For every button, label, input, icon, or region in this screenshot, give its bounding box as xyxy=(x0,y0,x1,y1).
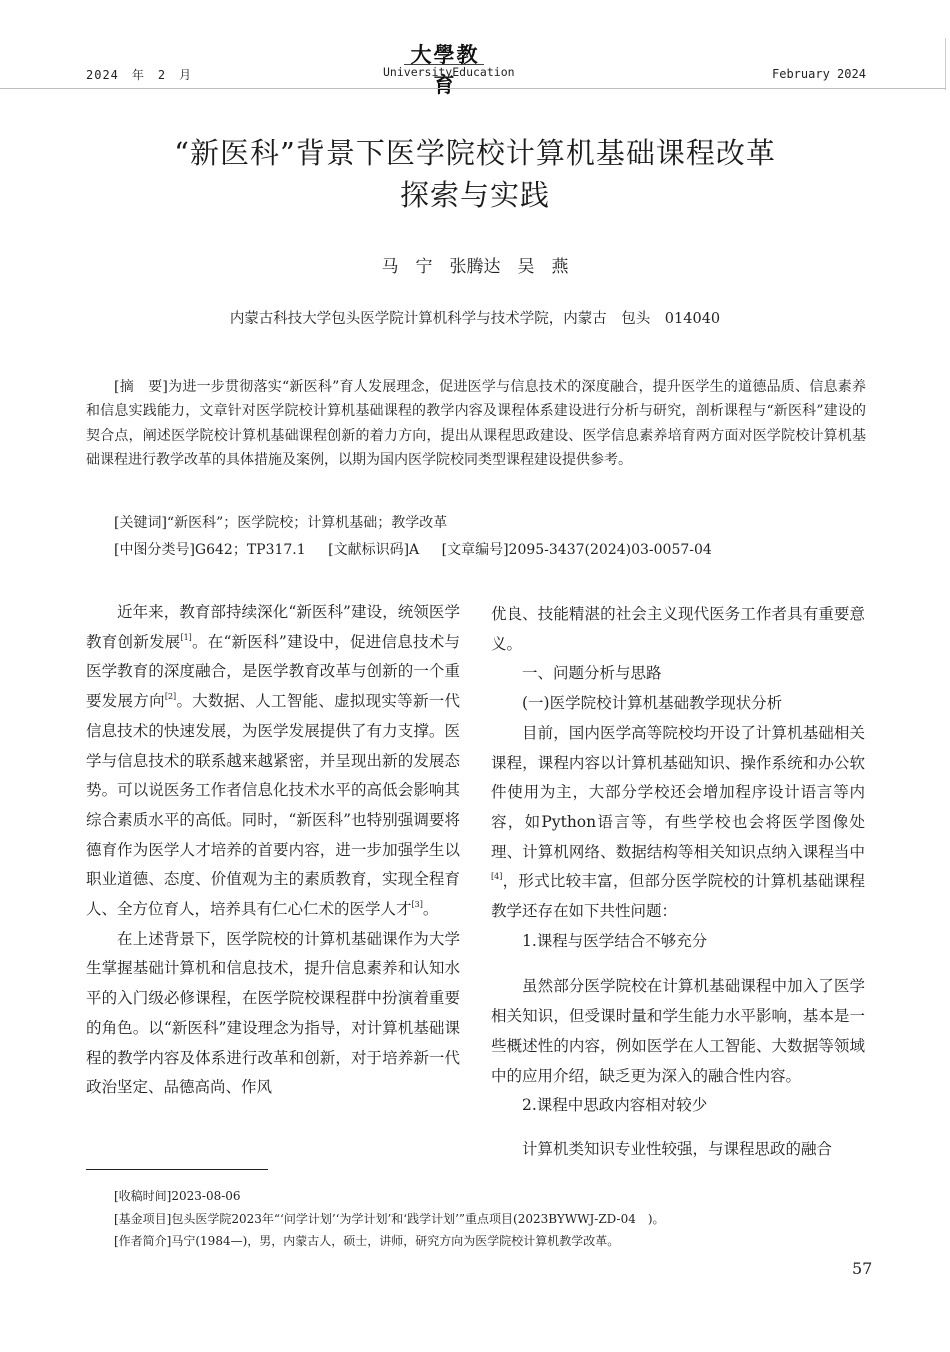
journal-logo-english: UniversityEducation xyxy=(383,65,515,79)
classification-line xyxy=(114,539,730,559)
affiliation: 内蒙古科技大学包头医学院计算机科学与技术学院，内蒙古 包头 014040 xyxy=(229,311,721,327)
subsection-heading: (一)医学院校计算机基础教学现状分析 xyxy=(522,694,783,713)
page-edge-line xyxy=(945,38,946,90)
document-code: [文献标识码]A xyxy=(328,542,420,558)
body-column-left xyxy=(86,598,460,1103)
header-rule xyxy=(0,88,946,89)
point-heading: 2.课程中思政内容相对较少 xyxy=(522,1096,708,1115)
paragraph: 近年来，教育部持续深化“新医科”建设，统领医学教育创新发展[1]。在“新医科”建设中，促进信息技术与医学教育的深度融合，是医学教育改革与创新的一个重要发展方向[2]。大数据、人工智能、虚拟现实等新一代信息技术的快速发展，为医学发展提供了有力支撑。医学与信息技术的联系越来越紧密，并呈现出新的发展态势。可以说医务工作者信息化技术水平的高低会影响其综合素质水平的高低。同时，“新医科”也特别强调要将德育作为医学人才培养的首要内容，进一步加强学生以职业道德、态度、价值观为主的素质教育，实现全程育人、全方位育人，培养具有仁心仁术的医学人才[3]。 xyxy=(86,603,460,919)
abstract: [摘 要]为进一步贯彻落实“新医科”育人发展理念，促进医学与信息技术的深度融合，提升医学生的道德品质、信息素养和信息实践能力，文章针对医学院校计算机基础课程的教学内容及课程体系建设进行分析与研究，剖析课程与“新医科”建设的契合点，阐述医学院校计算机基础课程创新的着力方向，提出从课程思政建设、医学信息素养培育两方面对医学院校计算机基础课程进行教学改革的具体措施及案例，以期为国内医学院校同类型课程建设提供参考。 xyxy=(86,379,866,468)
article-title-line-2: 探索与实践 xyxy=(399,178,550,212)
footnote-received: [收稿时间]2023-08-06 xyxy=(114,1189,241,1203)
authors: 马 宁 张腾达 吴 燕 xyxy=(381,257,569,277)
paragraph-continued: 优良、技能精湛的社会主义现代医务工作者具有重要意义。 xyxy=(491,605,865,653)
citation-ref[interactable]: [2] xyxy=(164,692,177,702)
clc-number: [中图分类号]G642；TP317.1 xyxy=(114,542,306,558)
header-date-zh: 2024 年 2 月 xyxy=(86,68,193,82)
journal-logo: 大學教育 xyxy=(410,42,480,97)
paragraph: 虽然部分医学院校在计算机基础课程中加入了医学相关知识，但受课时量和学生能力水平影响，基本是一些概述性的内容，例如医学在人工智能、大数据等领域中的应用介绍，缺乏更为深入的融合性内容。 xyxy=(491,977,865,1085)
citation-ref[interactable]: [4] xyxy=(491,872,503,882)
citation-ref[interactable]: [3] xyxy=(411,900,423,910)
point-heading: 1.课程与医学结合不够充分 xyxy=(522,931,708,950)
footnote-author: [作者简介]马宁(1984—)，男，内蒙古人，硕士，讲师，研究方向为医学院校计算机教学改革。 xyxy=(114,1234,620,1248)
page-number: 57 xyxy=(852,1259,873,1278)
paragraph: 计算机类知识专业性较强，与课程思政的融合 xyxy=(522,1139,833,1158)
footnote-fund: [基金项目]包头医学院2023年“‘问学计划’‘为学计划’和‘践学计划’”重点项目(2023BYWWJ-ZD-04 )。 xyxy=(114,1212,665,1226)
citation-ref[interactable]: [1] xyxy=(180,632,192,642)
header-date-en: February 2024 xyxy=(772,67,866,81)
article-title-line-1: “新医科”背景下医学院校计算机基础课程改革 xyxy=(174,136,776,170)
keywords: [关键词]“新医科”；医学院校；计算机基础；教学改革 xyxy=(114,515,448,531)
paragraph: 在上述背景下，医学院校的计算机基础课作为大学生掌握基础计算机和信息技术，提升信息素养和认知水平的入门级必修课程，在医学院校课程群中扮演着重要的角色。以“新医科”建设理念为指导，对计算机基础课程的教学内容及体系进行改革和创新，对于培养新一代政治坚定、品德高尚、作风 xyxy=(86,929,460,1097)
paragraph: 目前，国内医学高等院校均开设了计算机基础相关课程，课程内容以计算机基础知识、操作系统和办公软件使用为主，大部分学校还会增加程序设计语言等内容，如Python语言等，有些学校也会将医学图像处理、计算机网络、数据结构等相关知识点纳入课程当中[4]，形式比较丰富，但部分医学院校的计算机基础课程教学还存在如下共性问题： xyxy=(491,723,865,921)
body-column-right xyxy=(491,600,865,1165)
section-heading: 一、问题分析与思路 xyxy=(522,664,662,683)
footnote-rule xyxy=(86,1169,268,1170)
article-number: [文章编号]2095-3437(2024)03-0057-04 xyxy=(441,542,712,558)
